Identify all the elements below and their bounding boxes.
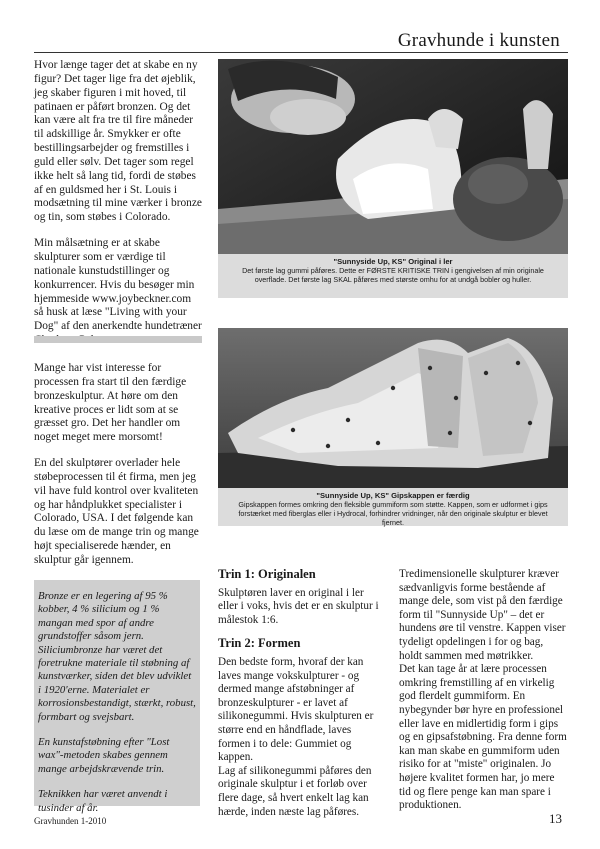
caption-body: Det første lag gummi påføres. Dette er FØRSTE KRITISKE TRIN i gengivelsen af min originale overflade. Det første lag SKAL påføres med største omhu for at undgå bobler og huller. <box>242 266 544 284</box>
right-column <box>399 568 567 823</box>
header-rule <box>34 52 568 53</box>
section-heading: Trin 1: Originalen <box>218 567 316 581</box>
sidebar-paragraph: Teknikken har været anvendt i tusinder af år. <box>38 788 168 814</box>
paragraph: Skulptøren laver en original i ler eller i voks, hvis det er en skulptur i målestok 1:6. <box>218 586 379 626</box>
section-heading: Trin 2: Formen <box>218 636 301 651</box>
caption-title: "Sunnyside Up, KS" Original i ler <box>333 257 453 266</box>
sidebar-paragraph: Bronze er en legering af 95 % kobber, 4 % silicium og 1 % mangan med spor af andre grundstoffer såsom jern. Siliciumbronze har været det foretrukne materiale til støbning af kunstværker, siden det blev udviklet i 1920'erne. Materialet er korrosionsbestandigt, stærkt, robust, formbart og svejsbart. <box>38 590 196 723</box>
photo-clay-original <box>218 59 568 254</box>
caption-title: "Sunnyside Up, KS" Gipskappen er færdig <box>316 491 470 500</box>
left-column-bottom <box>34 362 202 580</box>
page-number: 13 <box>549 811 562 826</box>
paragraph: Lag af silikonegummi påføres den originale skulptur i et forløb over flere dage, så hvert enkelt lag kan hærde, inden næste lag påføres. <box>218 764 372 818</box>
sidebar-paragraph: En kunstafstøbning efter "Lost wax"-metoden skabes gennem mange arbejdskrævende trin. <box>38 736 170 775</box>
bronze-sidebar <box>34 580 200 814</box>
middle-column <box>218 568 380 829</box>
photo-plaster-mold <box>218 328 568 488</box>
caption-photo-1 <box>218 254 568 298</box>
paragraph: Min målsætning er at skabe skulpturer som er værdige til nationale kunstudstillinger og konkurrencer. Hvis du besøger min hjemmeside www.joybeckner.com så husk at læse "Living with your Dog" af den anerkendte hundetræner <box>34 237 202 333</box>
caption-body: Gipskappen formes omkring den fleksible gummiform som støtte. Kappen, som er udformet i gips forstærket med fiberglas eller i Hydrocal, forhindrer vridninger, når den originale skulptur er blevet fjernet. <box>238 500 548 527</box>
gray-divider <box>34 336 202 343</box>
caption-photo-2 <box>218 488 568 526</box>
paragraph: Den bedste form, hvoraf der kan laves mange vokskulpturer - og dermed mange afstøbninger af bronzeskulpturer - er lavet af silikonegummi. Hvis skulpturen er større end en håndflade, laves formen i to dele: Gummiet og kappen. <box>218 655 374 764</box>
left-column-top <box>34 59 202 360</box>
paragraph: Tredimensionelle skulpturer kræver sædvanligvis forme bestående af mange dele, som vist på den færdige form til "Sunnyside Up" – det er hundens øre til venstre. Kappen viser tydeligt opdelingen i for og bag, holdt sammen med møtrikker. <box>399 568 566 662</box>
paragraph: Hvor længe tager det at skabe en ny figur? Det tager lige fra det øjeblik, jeg skaber figuren i mit hoved, til patinaen er påført bronzen. Og det kan være alt fra tre til fire måneder til adskillige år. Smykker er ofte bestillingsarbejder og fremstilles i guld eller sølv. Det tager som regel ikke helt så lang tid, fordi de støbes af en guldsmed her i St. Louis i modsætning til mine værker i bronze og tin, som støbes i Colorado. <box>34 59 202 224</box>
paragraph: Det kan tage år at lære processen omkring fremstilling af en virkelig god flerdelt gummiform. En nybegynder bør hyre en professionel eller lave en midlertidig form i gips og en gipsafstøbning. Fra denne form kan man skabe en gummiform uden risiko for at "miste" originalen. Jo højere kvalitet formen har, jo mere tid og flere penge kan man spare i produktionen. <box>399 663 567 812</box>
paragraph: En del skulptører overlader hele støbeprocessen til ét firma, men jeg vil have fuld kontrol over kvaliteten og har håndplukket specialister i Colorado, USA. I det følgende kan du læse om de mange trin og mange højt specialiserede hænder, en skulptur går igennem. <box>34 457 199 566</box>
paragraph: Mange har vist interesse for processen fra start til den færdige bronzeskulptur. At høre om den kreative proces er lidt som at se græsset gro. Det her handler om noget meget mere morsomt! <box>34 362 187 444</box>
page-header-title: Gravhunde i kunsten <box>397 30 560 51</box>
footer-publication: Gravhunden 1-2010 <box>34 816 107 826</box>
